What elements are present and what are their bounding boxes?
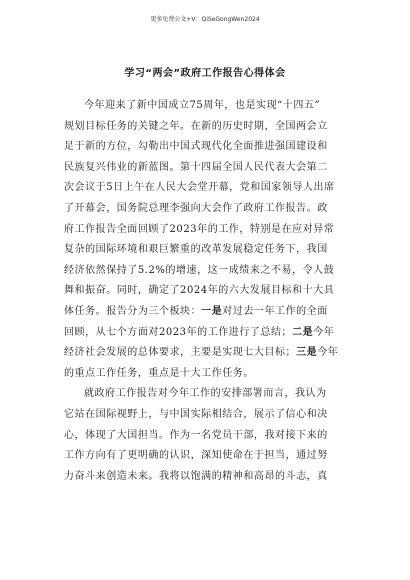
body-line: 复杂的国际环境和艰巨繁重的改革发展稳定任务下，我国 <box>64 244 328 256</box>
body-line: 的重点工作任务，重点是十大工作任务。 <box>64 367 254 379</box>
body-line-with-emphasis <box>64 343 350 364</box>
body-line-text: 经济社会发展的总体要求，主要是实现七大目标； <box>64 347 297 359</box>
body-line: 它站在国际视野上，与中国实际相结合，展示了信心和决 <box>64 408 328 420</box>
emphasis-second: 二是 <box>292 326 314 338</box>
body-line: 就政府工作报告对今年工作的安排部署而言，我认为 <box>84 388 327 400</box>
body-line: 规划目标任务的关键之年。在新的历史时期，全国两会立 <box>64 120 328 132</box>
body-line: 力奋斗来创造未来。我将以饱满的精神和高昂的斗志，真 <box>64 470 328 482</box>
body-line-text: 回顾，从七个方面对2023年的工作进行了总结； <box>64 326 293 338</box>
body-line-text: 体任务。报告分为三个板块： <box>64 305 202 317</box>
emphasis-first: 一是 <box>201 305 223 317</box>
document-body <box>64 96 350 487</box>
body-line: 工作方向有了更明确的认识，深知使命在于担当，通过努 <box>64 450 328 462</box>
body-line: 府工作报告全面回顾了2023年的工作，特别是在应对异常 <box>64 223 335 235</box>
body-line: 次会议于5日上午在人民大会堂开幕，党和国家领导人出席 <box>64 182 335 194</box>
body-line: 舞和振奋。同时，确定了2024年的六大发展目标和十大具 <box>64 285 335 297</box>
body-line: 了开幕会，国务院总理李强向大会作了政府工作报告。政 <box>64 202 328 214</box>
body-line-text: 今年 <box>317 347 339 359</box>
emphasis-third: 三是 <box>296 347 318 359</box>
body-line-text: 对过去一年工作的全面 <box>222 305 328 317</box>
body-line-with-emphasis <box>64 302 350 323</box>
document-title: 学习“两会”政府工作报告心得体会 <box>124 68 286 79</box>
body-line-text: 今年 <box>313 326 335 338</box>
body-line: 经济依然保持了5.2%的增速，这一成绩来之不易，令人鼓 <box>64 264 335 276</box>
body-line: 足于新的方位，勾勒出中国式现代化全面推进强国建设和 <box>64 141 328 153</box>
body-line: 心，体现了大国担当。作为一名党员干部，我对接下来的 <box>64 429 328 441</box>
body-line-with-emphasis <box>64 323 350 344</box>
body-line: 民族复兴伟业的新蓝图。第十四届全国人民代表大会第二 <box>64 161 328 173</box>
body-line: 今年迎来了新中国成立75周年，也是实现“十四五” <box>84 100 321 111</box>
header-note: 更多免费公文+V：QiSeGongWen2024 <box>150 16 260 23</box>
